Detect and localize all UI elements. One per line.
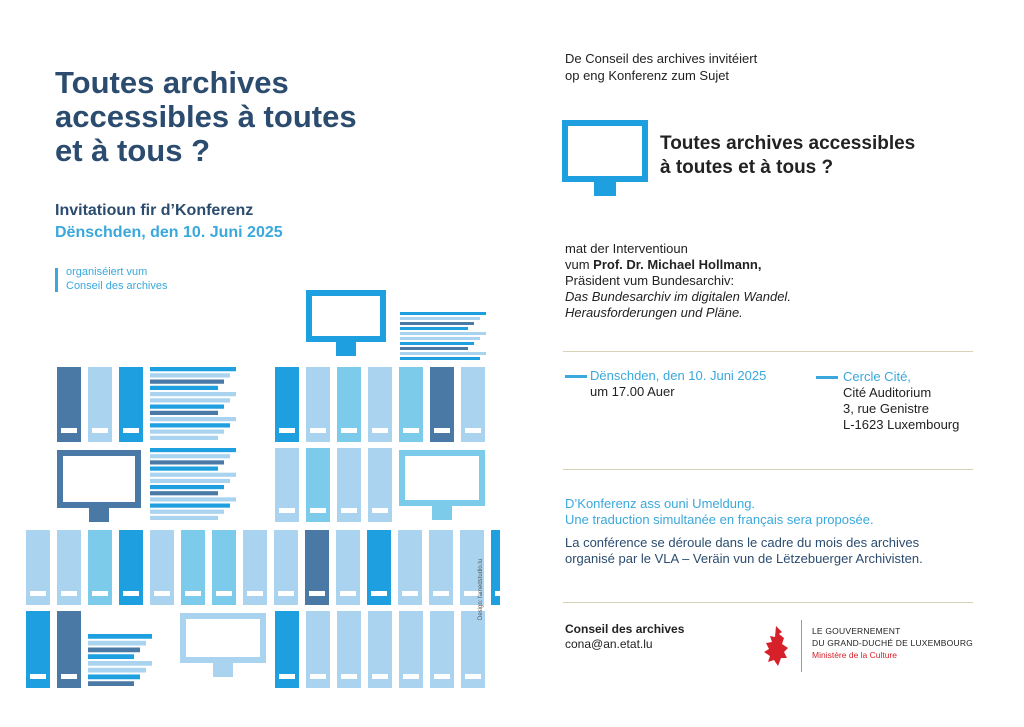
- document-line: [150, 454, 230, 458]
- intro-line: op eng Konferenz zum Sujet: [565, 68, 730, 83]
- archive-box-label: [92, 591, 108, 596]
- archive-box-label: [340, 591, 356, 596]
- document-line: [88, 641, 146, 646]
- speaker-line: [565, 257, 965, 273]
- document-line: [150, 491, 218, 495]
- document-line: [400, 332, 486, 335]
- archive-box-label: [154, 591, 170, 596]
- organizer-line: organiséiert vum: [66, 266, 148, 278]
- event-date: Dënschden, den 10. Juni 2025: [55, 224, 283, 241]
- document-line: [400, 322, 474, 325]
- accent-dash: [565, 375, 587, 378]
- archive-box-label: [372, 508, 388, 513]
- archive-box-label: [434, 428, 450, 433]
- document-line: [150, 398, 230, 402]
- archive-box-label: [495, 591, 500, 596]
- archive-box-label: [30, 674, 46, 679]
- left-title-line: et à tous ?: [55, 133, 211, 168]
- monitor-stand: [432, 506, 452, 520]
- document-line: [150, 417, 236, 421]
- archive-box-label: [341, 428, 357, 433]
- document-line: [150, 479, 230, 483]
- archive-box-label: [465, 428, 481, 433]
- archive-box-label: [278, 591, 294, 596]
- archive-box-label: [372, 428, 388, 433]
- archive-box-label: [341, 508, 357, 513]
- note-line: Une traduction simultanée en français sera proposée.: [565, 512, 874, 527]
- talk-title: Das Bundesarchiv im digitalen Wandel.: [565, 289, 791, 304]
- gov-line: LE GOUVERNEMENT: [812, 626, 901, 636]
- archive-box-label: [310, 674, 326, 679]
- event-time: um 17.00 Auer: [590, 384, 675, 399]
- monitor-stand: [336, 342, 356, 356]
- intervention-line: mat der Interventioun: [565, 241, 688, 256]
- left-title-line: Toutes archives: [55, 65, 289, 100]
- intro-line: De Conseil des archives invitéiert: [565, 51, 758, 66]
- gov-line: DU GRAND-DUCHÉ DE LUXEMBOURG: [812, 638, 973, 648]
- intervention-block: [565, 241, 965, 321]
- document-line: [150, 504, 230, 508]
- document-line: [88, 661, 152, 666]
- document-line: [150, 485, 224, 489]
- document-line: [150, 367, 236, 371]
- context-line: organisé par le VLA – Veräin vun de Lëtzebuerger Archivisten.: [565, 551, 923, 566]
- speaker-name: Prof. Dr. Michael Hollmann,: [593, 257, 762, 272]
- left-title-line: accessibles à toutes: [55, 99, 357, 134]
- archive-box-label: [310, 508, 326, 513]
- document-line: [150, 497, 236, 501]
- document-line: [150, 405, 224, 409]
- document-line: [150, 386, 218, 390]
- right-title-line: à toutes et à tous ?: [660, 157, 834, 178]
- divider: [563, 351, 973, 352]
- venue-name: Cercle Cité,: [843, 369, 911, 384]
- archive-box-label: [403, 674, 419, 679]
- document-line: [150, 473, 236, 477]
- monitor-stand: [89, 508, 109, 522]
- document-line: [150, 467, 218, 471]
- archive-box-label: [341, 674, 357, 679]
- document-line: [150, 423, 230, 427]
- document-line: [150, 373, 230, 377]
- archive-illustration: [0, 0, 500, 727]
- archive-box-label: [123, 591, 139, 596]
- archive-box-label: [403, 428, 419, 433]
- design-credit: Design: famedstudio.lu: [478, 558, 484, 620]
- venue-line: Cité Auditorium: [843, 385, 932, 400]
- archive-box-label: [434, 674, 450, 679]
- archive-box-label: [371, 591, 387, 596]
- document-line: [88, 668, 146, 673]
- gov-divider: [801, 620, 802, 672]
- venue-line: L-1623 Luxembourg: [843, 417, 960, 432]
- document-line: [400, 337, 480, 340]
- document-line: [88, 681, 134, 686]
- document-line: [88, 634, 152, 639]
- archive-box-label: [279, 674, 295, 679]
- archive-box-label: [61, 674, 77, 679]
- red-lion-icon: [758, 622, 798, 672]
- event-date-right: Dënschden, den 10. Juni 2025: [590, 368, 767, 383]
- contact-email-link[interactable]: cona@an.etat.lu: [565, 637, 653, 651]
- right-title-line: Toutes archives accessibles: [660, 133, 916, 154]
- document-line: [400, 347, 468, 350]
- document-line: [400, 312, 486, 315]
- archive-box-label: [123, 428, 139, 433]
- archive-box-label: [30, 591, 46, 596]
- document-line: [150, 436, 218, 440]
- right-title: [660, 132, 980, 180]
- ministry-line: Ministère de la Culture: [812, 650, 898, 660]
- archive-box-label: [309, 591, 325, 596]
- document-line: [150, 448, 236, 452]
- archive-box-label: [279, 508, 295, 513]
- speaker-prefix: vum: [565, 257, 594, 272]
- accent-dash: [816, 376, 838, 379]
- archive-box-label: [372, 674, 388, 679]
- monitor-icon: [309, 293, 383, 339]
- document-line: [88, 654, 134, 659]
- document-line: [150, 380, 224, 384]
- context-line: La conférence se déroule dans le cadre du mois des archives: [565, 535, 920, 550]
- archive-box-label: [465, 674, 481, 679]
- archive-box-label: [92, 428, 108, 433]
- venue-line: 3, rue Genistre: [843, 401, 929, 416]
- archive-box-label: [61, 591, 77, 596]
- archive-box-label: [216, 591, 232, 596]
- archive-box-label: [279, 428, 295, 433]
- document-line: [150, 430, 224, 434]
- archive-box-label: [310, 428, 326, 433]
- intro-text: [565, 50, 895, 84]
- document-line: [150, 392, 236, 396]
- archive-box-label: [402, 591, 418, 596]
- speaker-role: Präsident vum Bundesarchiv:: [565, 273, 735, 288]
- organizer-line: Conseil des archives: [66, 280, 168, 292]
- archive-box-label: [185, 591, 201, 596]
- document-line: [400, 357, 480, 360]
- monitor-icon: [562, 120, 652, 200]
- divider: [563, 602, 973, 603]
- monitor-icon: [402, 453, 482, 503]
- archive-box-label: [433, 591, 449, 596]
- monitor-icon: [183, 616, 263, 660]
- document-line: [400, 317, 480, 320]
- document-line: [400, 352, 486, 355]
- document-line: [88, 648, 140, 653]
- document-line: [150, 411, 218, 415]
- archive-box-label: [247, 591, 263, 596]
- monitor-icon: [60, 453, 138, 505]
- archive-box-label: [61, 428, 77, 433]
- talk-subtitle: Herausforderungen und Pläne.: [565, 305, 743, 320]
- document-line: [150, 460, 224, 464]
- document-line: [400, 342, 474, 345]
- document-line: [88, 675, 140, 680]
- divider: [563, 469, 973, 470]
- invitation-heading: Invitatioun fir d’Konferenz: [55, 202, 254, 219]
- monitor-stand: [213, 663, 233, 677]
- document-line: [150, 516, 218, 520]
- contact-name: Conseil des archives: [565, 622, 685, 636]
- note-line: D’Konferenz ass ouni Umeldung.: [565, 496, 756, 511]
- document-line: [400, 327, 468, 330]
- document-line: [150, 510, 224, 514]
